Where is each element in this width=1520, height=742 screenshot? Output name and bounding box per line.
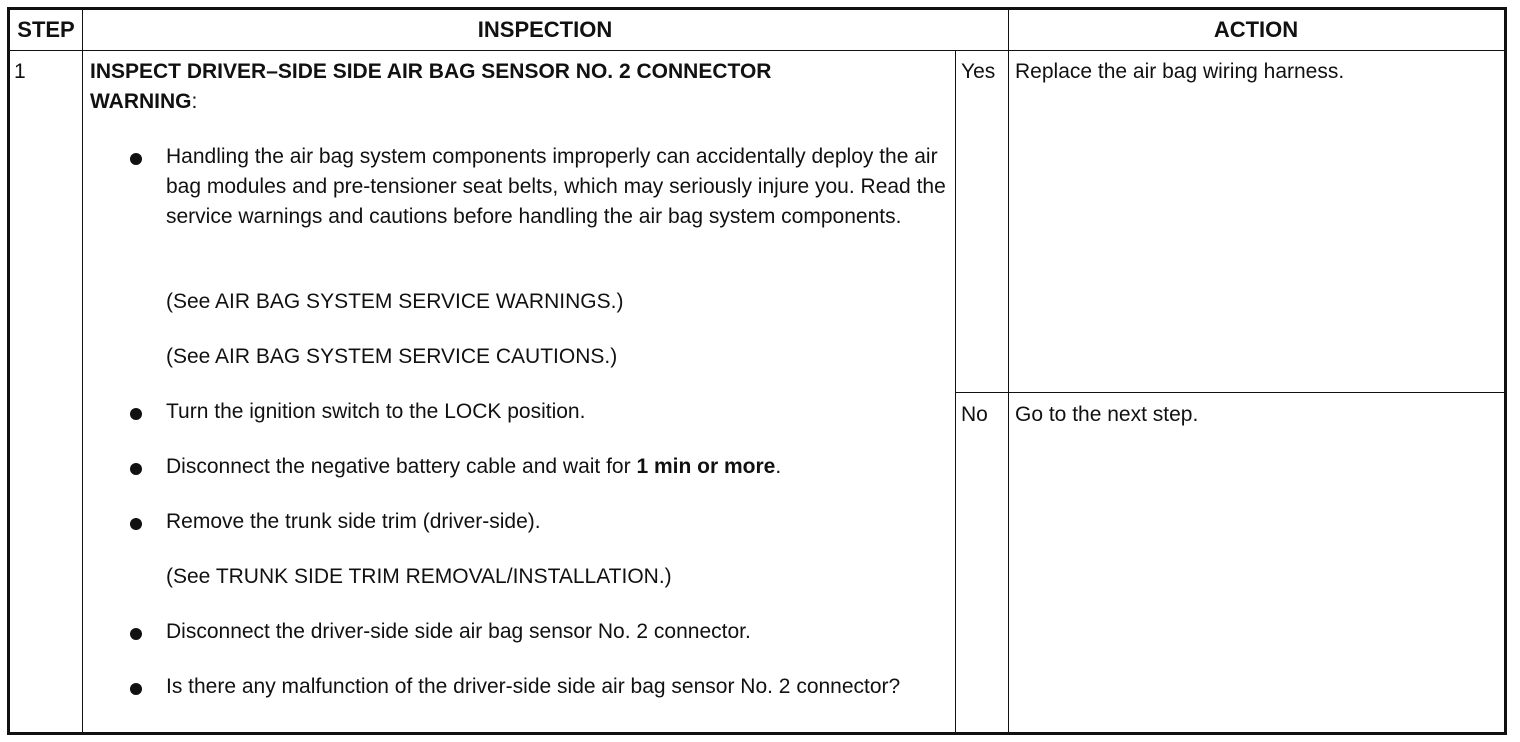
yes-no-row-divider: [955, 392, 1504, 393]
header-inspection: INSPECTION: [477, 17, 613, 42]
bullet-icon: [130, 628, 142, 640]
battery-step-end: .: [775, 455, 782, 478]
no-action: Go to the next step.: [1015, 403, 1199, 426]
bullet-icon: [130, 408, 142, 420]
step-number: 1: [14, 60, 26, 83]
bullet-icon: [130, 153, 142, 165]
bullet-icon: [130, 518, 142, 530]
trim-removal-step: Remove the trunk side trim (driver-side).: [166, 510, 541, 533]
see-trim-reference: (See TRUNK SIDE TRIM REMOVAL/INSTALLATION.): [166, 565, 672, 588]
malfunction-question: Is there any malfunction of the driver-side side air bag sensor No. 2 connector?: [166, 675, 901, 698]
no-label: No: [961, 403, 988, 426]
bullet-icon: [130, 683, 142, 695]
header-divider: [10, 50, 1504, 51]
inspection-title: [90, 57, 950, 117]
warning-text: Handling the air bag system components improperly can accidentally deploy the air bag modules and pre-tensioner seat belts, which may seriously injure you. Read the service warnings and cautions before handling the air bag system components.: [166, 145, 946, 228]
yes-label: Yes: [961, 60, 996, 83]
inspection-title-text: INSPECT DRIVER–SIDE SIDE AIR BAG SENSOR NO. 2 CONNECTOR: [90, 60, 772, 83]
ignition-step: Turn the ignition switch to the LOCK position.: [166, 400, 586, 423]
header-action: ACTION: [1213, 17, 1299, 42]
battery-wait-time: 1 min or more: [636, 455, 776, 478]
see-cautions-reference: (See AIR BAG SYSTEM SERVICE CAUTIONS.): [166, 345, 618, 368]
battery-step: [166, 452, 946, 482]
diagnostic-table: [7, 7, 1507, 735]
header-step: STEP: [17, 17, 75, 42]
yes-action: Replace the air bag wiring harness.: [1015, 60, 1345, 83]
bullet-icon: [130, 463, 142, 475]
warning-colon: :: [191, 90, 198, 113]
yes-no-column-divider: [955, 50, 956, 732]
see-warnings-reference: (See AIR BAG SYSTEM SERVICE WARNINGS.): [166, 290, 624, 313]
disconnect-connector-step: Disconnect the driver-side side air bag sensor No. 2 connector.: [166, 620, 751, 643]
step-column-divider: [82, 10, 83, 732]
warning-label: WARNING: [90, 90, 192, 113]
battery-step-text: Disconnect the negative battery cable and wait for: [166, 455, 637, 478]
action-column-divider: [1008, 10, 1009, 732]
